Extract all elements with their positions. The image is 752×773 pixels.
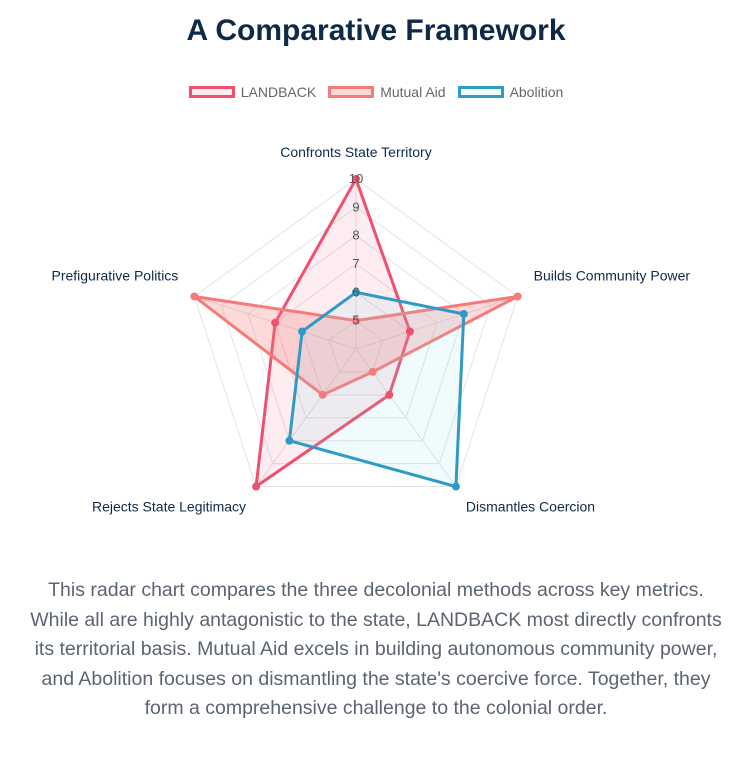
tick-label-6: 6 [352,284,360,300]
point-abolition-rejects-state-legitimacy [286,437,293,444]
chart-legend [0,84,752,100]
radar-chart [0,120,752,550]
series-area-abolition [289,292,463,486]
legend-swatch-abolition [458,86,504,98]
tick-label-5: 5 [352,312,360,328]
axis-label-rejects-state-legitimacy: Rejects State Legitimacy [91,498,247,515]
point-mutual-aid-rejects-state-legitimacy [319,391,326,398]
point-abolition-dismantles-coercion [452,483,459,490]
legend-label-abolition: Abolition [509,84,564,100]
chart-title: A Comparative Framework [186,14,566,47]
legend-item-abolition[interactable] [458,84,564,100]
axis-label-prefigurative-politics: Prefigurative Politics [51,267,179,284]
point-mutual-aid-dismantles-coercion [369,368,376,375]
tick-label-10: 10 [348,171,364,186]
legend-swatch-landback [189,86,235,98]
tick-label-8: 8 [352,227,360,243]
axis-label-confronts-state-territory: Confronts State Territory [280,144,432,160]
legend-swatch-mutual-aid [328,86,374,98]
point-landback-rejects-state-legitimacy [253,483,260,490]
point-landback-dismantles-coercion [386,391,393,398]
point-landback-prefigurative-politics [272,319,279,326]
point-mutual-aid-builds-community-power [514,293,521,300]
tick-label-7: 7 [352,256,360,271]
point-landback-builds-community-power [406,328,413,335]
chart-caption: This radar chart compares the three decolonial methods across key metrics. While all are highly antagonistic to the state, LANDBACK most directly confronts its territorial basis. Mutual Aid excels in building autonomous community power, and Abolition focuses on dismantling the state's coercive force. Together, they form a comprehensive challenge to the colonial order. [30,579,722,719]
legend-label-landback: LANDBACK [240,84,317,100]
tick-label-9: 9 [352,199,360,215]
axis-label-dismantles-coercion: Dismantles Coercion [465,498,596,515]
legend-label-mutual-aid: Mutual Aid [380,84,446,100]
axis-label-builds-community-power: Builds Community Power [533,267,691,284]
legend-item-landback[interactable] [189,84,316,100]
point-abolition-builds-community-power [460,310,467,317]
point-abolition-prefigurative-politics [299,328,306,335]
legend-item-mutual-aid[interactable] [328,84,445,100]
point-mutual-aid-prefigurative-politics [191,293,198,300]
